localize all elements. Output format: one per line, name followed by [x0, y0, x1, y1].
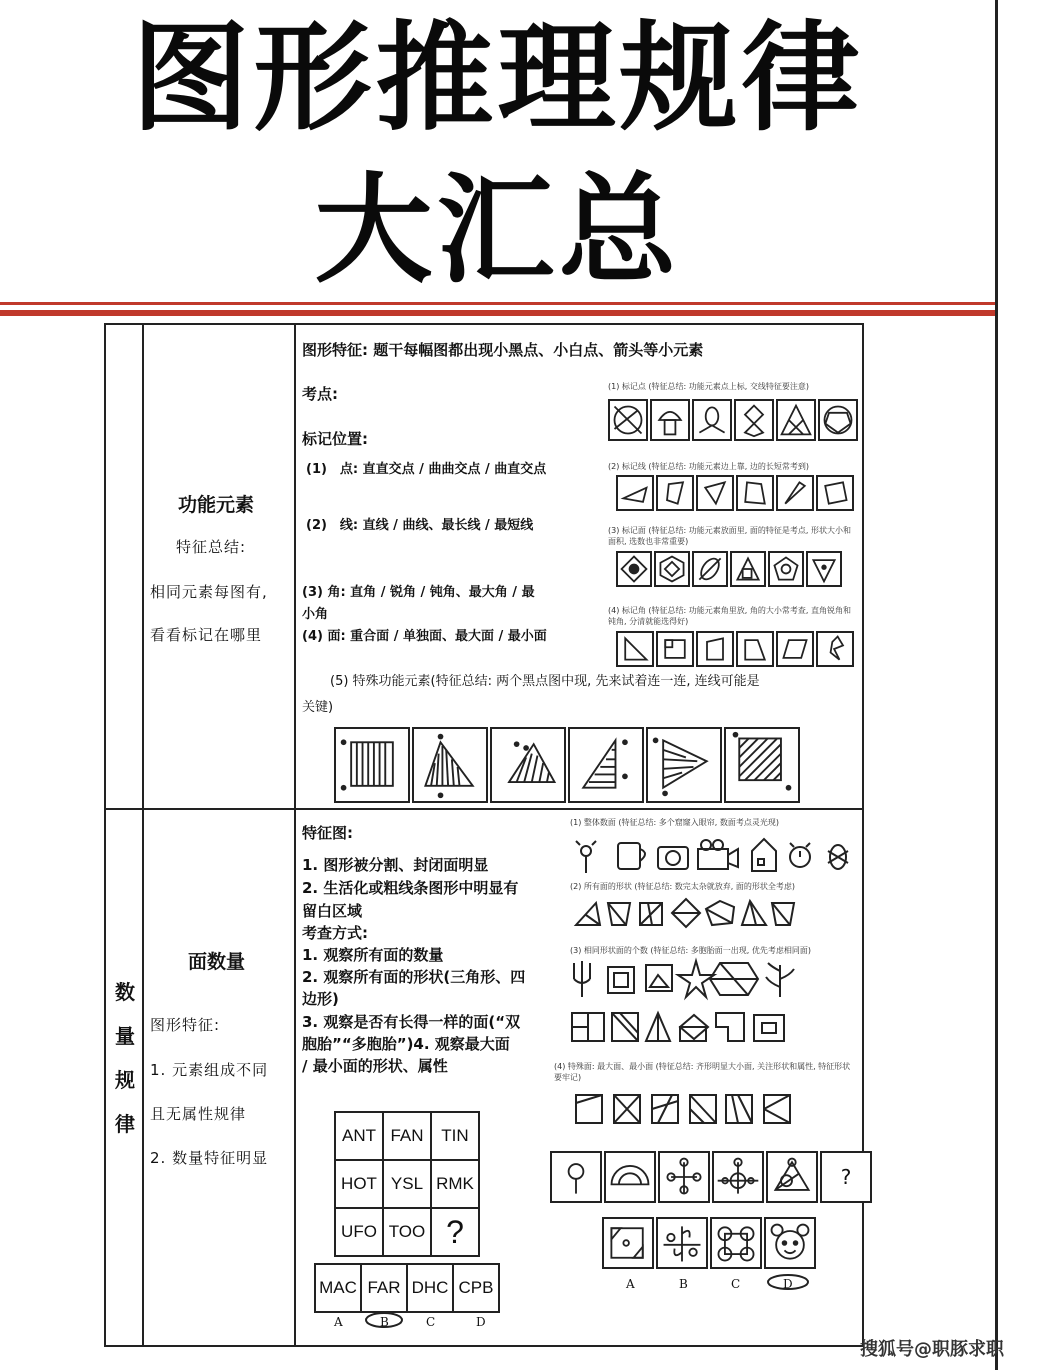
item-angle: (3) 角: 直角 / 锐角 / 钝角、最大角 / 最	[302, 585, 535, 600]
figure-box	[656, 631, 694, 667]
red-divider-thin	[0, 302, 995, 305]
letter-cell: RMK	[430, 1159, 480, 1209]
question-mark-box: ?	[820, 1151, 872, 1203]
option-label: A	[334, 1315, 343, 1329]
figure-caption: (2) 所有面的形状 (特征总结: 数完太杂就放弃, 面的形状全考虑)	[570, 882, 795, 891]
figure-row-faces	[616, 551, 844, 587]
right-border-line	[995, 0, 998, 1370]
figure-box	[412, 727, 488, 803]
figure-box	[658, 1151, 710, 1203]
figure-caption: (3) 标记面 (特征总结: 功能元素放面里, 面的特征是考点, 形状大小和面积, 选数也非常重要)	[608, 526, 851, 546]
figure-box	[776, 631, 814, 667]
figure-box	[616, 631, 654, 667]
category-char: 数	[115, 980, 135, 1004]
figure-row-points	[608, 399, 860, 441]
biaoji-label: 标记位置:	[302, 430, 368, 448]
figure-box	[696, 475, 734, 511]
figure-box	[736, 631, 774, 667]
figure-box	[816, 475, 854, 511]
answer-circle-icon	[364, 1311, 404, 1329]
figure-box	[776, 399, 816, 441]
figure-box	[696, 631, 734, 667]
figure-box	[766, 1151, 818, 1203]
figure-box	[736, 475, 774, 511]
content-line: / 最小面的形状、属性	[302, 1057, 448, 1075]
option-label-selected: D	[783, 1277, 793, 1291]
figure-box	[734, 399, 774, 441]
figure-box	[334, 727, 410, 803]
letter-cell: FAN	[382, 1111, 432, 1161]
figure-box	[768, 551, 804, 587]
figure-caption: (4) 标记角 (特征总结: 功能元素角里放, 角的大小常考查, 直角锐角和钝角, 分清就能选得好)	[608, 606, 851, 626]
summary-line: 且无属性规律	[150, 1105, 247, 1123]
figure-caption: (1) 标记点 (特征总结: 功能元素点上标, 交线特征要注意)	[608, 382, 809, 391]
letter-cell: TOO	[382, 1207, 432, 1257]
figure-box	[568, 727, 644, 803]
figure-caption: (1) 整体数面 (特征总结: 多个窟窿入眼帘, 数面考点灵光现)	[570, 818, 779, 827]
figure-box	[764, 1217, 816, 1269]
figure-row-lines	[616, 475, 856, 511]
rules-table	[104, 323, 864, 1347]
identical-faces-row	[568, 957, 798, 1001]
figure-caption: (2) 标记线 (特征总结: 功能元素边上靠, 边的长短常考到)	[608, 462, 809, 471]
letter-cell-question: ?	[430, 1207, 480, 1257]
letter-option: DHC	[406, 1263, 454, 1313]
content-line: 3. 观察是否有长得一样的面(“双	[302, 1013, 521, 1031]
letter-cell: YSL	[382, 1159, 432, 1209]
figure-caption: (4) 特殊面: 最大面、最小面 (特征总结: 齐形明显大小面, 关注形状和属性, 特征形状要牢记)	[554, 1062, 851, 1082]
item-angle-cont: 小角	[302, 607, 329, 622]
figure-box	[608, 399, 648, 441]
figure-box	[650, 399, 690, 441]
option-label: C	[731, 1277, 741, 1291]
figure-box	[776, 475, 814, 511]
sub-title: 大汇总	[314, 161, 681, 299]
letter-cell: TIN	[430, 1111, 480, 1161]
figure-box	[816, 631, 854, 667]
section-title-gongneng: 功能元素	[178, 494, 255, 516]
figure-box	[490, 727, 566, 803]
figure-box	[710, 1217, 762, 1269]
letter-cell: UFO	[334, 1207, 384, 1257]
section-title-mianshuliang: 面数量	[188, 951, 246, 973]
answer-circle-icon	[766, 1273, 810, 1291]
item-special-cont: 关键)	[302, 700, 334, 715]
content-line: 2. 观察所有面的形状(三角形、四	[302, 968, 526, 986]
summary-line: 1. 元素组成不同	[150, 1061, 269, 1079]
item-line: (2) 线: 直线 / 曲线、最长线 / 最短线	[306, 518, 534, 533]
figure-box	[724, 727, 800, 803]
content-line: 胞胎”“多胞胎”)4. 观察最大面	[302, 1035, 510, 1053]
summary-line: 2. 数量特征明显	[150, 1149, 269, 1167]
option-label: D	[476, 1315, 486, 1329]
content-line: 边形)	[302, 990, 339, 1008]
question-figure-row	[550, 1151, 874, 1203]
shape-faces-row	[572, 895, 802, 931]
table-column-divider	[142, 325, 144, 1345]
table-column-divider	[294, 325, 296, 1345]
figure-box	[616, 551, 652, 587]
item-special: (5) 特殊功能元素(特征总结: 两个黑点图中现, 先来试着连一连, 连线可能是	[330, 674, 760, 689]
identical-faces-row-2	[568, 1009, 798, 1045]
item-point: (1) 点: 直直交点 / 曲曲交点 / 曲直交点	[306, 462, 547, 477]
summary-title: 图形特征:	[150, 1016, 221, 1034]
figure-box	[730, 551, 766, 587]
summary-line: 相同元素每图有,	[150, 583, 268, 601]
figure-box	[616, 475, 654, 511]
feature-heading: 特征图:	[302, 824, 353, 842]
figure-box	[550, 1151, 602, 1203]
summary-line: 看看标记在哪里	[150, 626, 263, 644]
watermark: 搜狐号@职豚求职	[860, 1339, 1004, 1360]
option-label: B	[679, 1277, 688, 1291]
category-char: 律	[115, 1112, 135, 1136]
letter-option: FAR	[360, 1263, 408, 1313]
figure-box	[602, 1217, 654, 1269]
figure-box	[656, 1217, 708, 1269]
figure-box	[646, 727, 722, 803]
figure-box	[656, 475, 694, 511]
category-char: 规	[115, 1068, 135, 1092]
figure-box	[604, 1151, 656, 1203]
option-label: A	[626, 1277, 635, 1291]
summary-title: 特征总结:	[176, 538, 247, 556]
item-face: (4) 面: 重合面 / 单独面、最大面 / 最小面	[302, 629, 547, 644]
figure-box	[692, 551, 728, 587]
letter-cell: HOT	[334, 1159, 384, 1209]
table-row-divider	[106, 808, 862, 810]
option-label-selected: B	[380, 1315, 389, 1329]
special-figure-row	[334, 727, 802, 803]
letter-option: MAC	[314, 1263, 362, 1313]
object-icons-row	[566, 833, 866, 877]
figure-box	[692, 399, 732, 441]
figure-box	[654, 551, 690, 587]
content-line: 1. 图形被分割、封闭面明显	[302, 856, 489, 874]
kaodian-label: 考点:	[302, 385, 338, 403]
feature-heading: 图形特征: 题干每幅图都出现小黑点、小白点、箭头等小元素	[302, 341, 704, 359]
letter-cell: ANT	[334, 1111, 384, 1161]
main-title: 图形推理规律	[131, 9, 864, 147]
category-char: 量	[115, 1024, 135, 1048]
figure-row-angles	[616, 631, 856, 667]
answer-figure-row	[602, 1217, 818, 1269]
content-line: 2. 生活化或粗线条图形中明显有	[302, 879, 519, 897]
content-line: 考查方式:	[302, 924, 368, 942]
figure-caption: (3) 相同形状面的个数 (特征总结: 多胞胎面一出现, 优先考虑相同面)	[570, 946, 811, 955]
letter-option: CPB	[452, 1263, 500, 1313]
red-divider-thick	[0, 310, 995, 316]
option-label: C	[426, 1315, 436, 1329]
special-faces-row	[572, 1091, 802, 1127]
figure-box	[712, 1151, 764, 1203]
content-line: 留白区域	[302, 902, 363, 920]
figure-box	[806, 551, 842, 587]
figure-box	[818, 399, 858, 441]
content-line: 1. 观察所有面的数量	[302, 946, 444, 964]
